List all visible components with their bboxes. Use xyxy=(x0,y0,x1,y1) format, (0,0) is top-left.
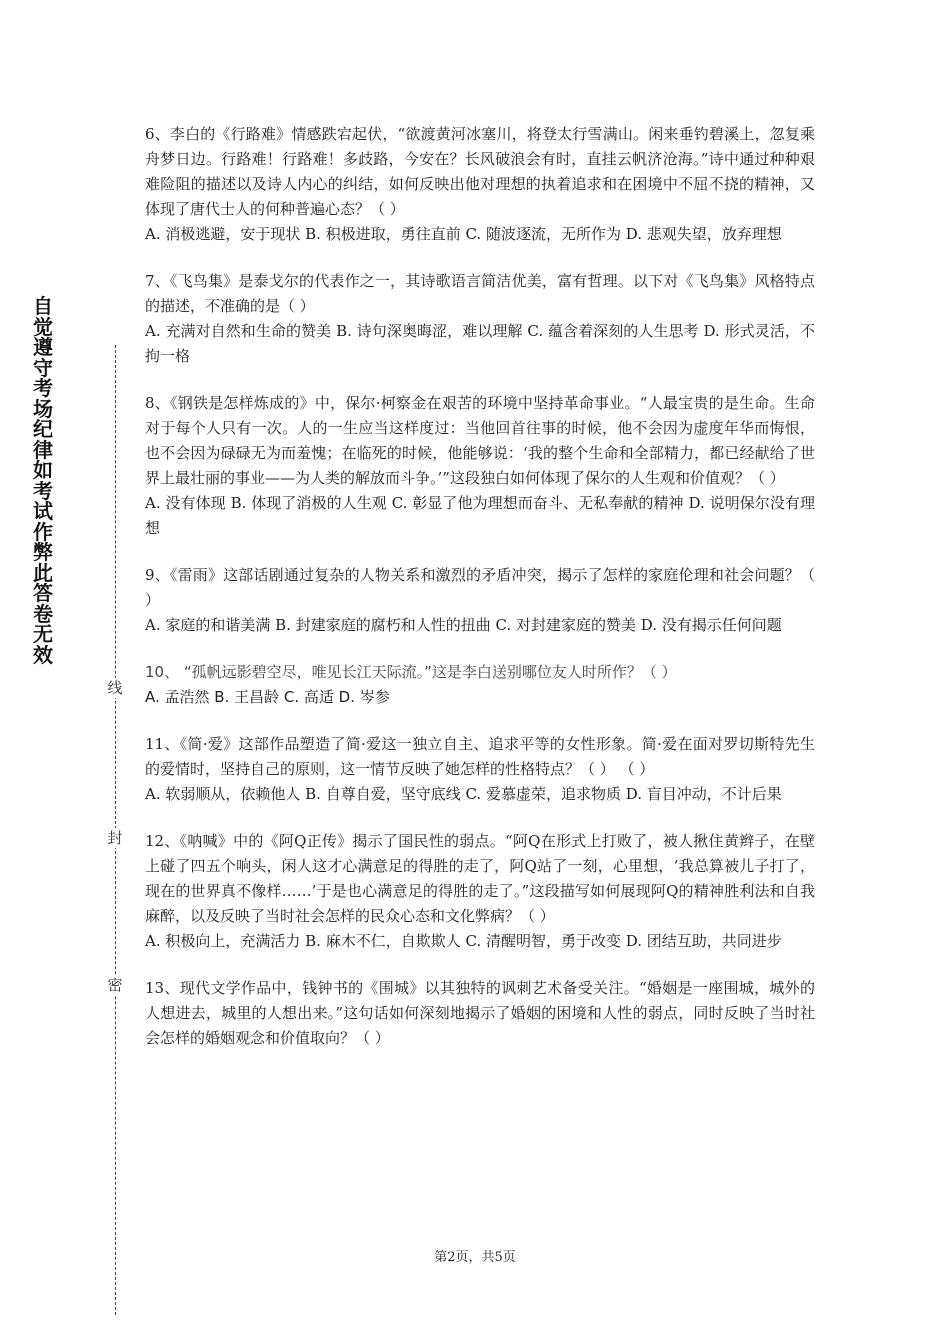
page-number-footer: 第2页，共5页 xyxy=(434,1250,516,1265)
question-7 xyxy=(145,269,815,369)
question-options: A. 充满对自然和生命的赞美 B. 诗句深奥晦涩，难以理解 C. 蕴含着深刻的人生思考 D. 形式灵活，不拘一格 xyxy=(145,322,815,365)
question-stem: 11、《简·爱》这部作品塑造了简·爱这一独立自主、追求平等的女性形象。简·爱在面对罗切斯特先生的爱情时，坚持自己的原则，这一情节反映了她怎样的性格特点？（ ） （ ） xyxy=(145,735,815,778)
question-12 xyxy=(145,829,815,954)
question-9 xyxy=(145,563,815,638)
binding-mark-line: 线 xyxy=(105,678,125,698)
binding-warning-title: 自觉遵守考场纪律如考试作弊此答卷无效 xyxy=(33,294,53,667)
question-stem: 7、《飞鸟集》是泰戈尔的代表作之一，其诗歌语言简洁优美，富有哲理。以下对《飞鸟集》风格特点的描述，不准确的是（ ） xyxy=(145,272,815,315)
question-13 xyxy=(145,976,815,1051)
question-options: A. 消极逃避，安于现状 B. 积极进取，勇往直前 C. 随波逐流，无所作为 D. 悲观失望，放弃理想 xyxy=(145,225,782,243)
question-options: A. 软弱顺从，依赖他人 B. 自尊自爱，坚守底线 C. 爱慕虚荣，追求物质 D. 盲目冲动，不计后果 xyxy=(145,785,782,803)
question-options: A. 积极向上，充满活力 B. 麻木不仁，自欺欺人 C. 清醒明智，勇于改变 D. 团结互助，共同进步 xyxy=(145,932,782,950)
question-options: A. 没有体现 B. 体现了消极的人生观 C. 彰显了他为理想而奋斗、无私奉献的精神 D. 说明保尔没有理想 xyxy=(145,494,815,537)
question-8 xyxy=(145,391,815,541)
binding-mark-secret: 密 xyxy=(105,975,125,995)
question-11 xyxy=(145,732,815,807)
question-stem: 6、李白的《行路难》情感跌宕起伏，“欲渡黄河冰塞川，将登太行雪满山。闲来垂钓碧溪上，忽复乘舟梦日边。行路难！行路难！多歧路，今安在？长风破浪会有时，直挂云帆济沧海。”诗中通过种种艰难险阻的描述以及诗人内心的纠结，如何反映出他对理想的执着追求和在困境中不屈不挠的精神，又体现了唐代士人的何种普遍心态？（ ） xyxy=(145,125,815,218)
binding-mark-seal: 封 xyxy=(105,828,125,848)
question-stem: 9、《雷雨》这部话剧通过复杂的人物关系和激烈的矛盾冲突，揭示了怎样的家庭伦理和社会问题？（ ） xyxy=(145,566,815,609)
question-options: A. 家庭的和谐美满 B. 封建家庭的腐朽和人性的扭曲 C. 对封建家庭的赞美 D. 没有揭示任何问题 xyxy=(145,616,782,634)
question-stem: 10、 “孤帆远影碧空尽，唯见长江天际流。”这是李白送别哪位友人时所作？（ ） xyxy=(145,663,677,681)
question-stem: 8、《钢铁是怎样炼成的》中，保尔·柯察金在艰苦的环境中坚持革命事业。“人最宝贵的是生命。生命对于每个人只有一次。人的一生应当这样度过：当他回首往事的时候，他不会因为虚度年华而悔恨，也不会因为碌碌无为而羞愧；在临死的时候，他能够说：‘我的整个生命和全部精力，都已经献给了世界上最壮丽的事业——为人类的解放而斗争。’”这段独白如何体现了保尔的人生观和价值观？（ ） xyxy=(145,394,815,487)
question-options: A. 孟浩然 B. 王昌龄 C. 高适 D. 岑参 xyxy=(145,688,390,706)
question-6 xyxy=(145,122,815,247)
question-list xyxy=(145,122,815,1073)
question-stem: 12、《呐喊》中的《阿Q正传》揭示了国民性的弱点。“阿Q在形式上打败了，被人揪住黄辫子，在壁上碰了四五个响头，闲人这才心满意足的得胜的走了，阿Q站了一刻，心里想，‘我总算被儿子打了，现在的世界真不像样……’于是也心满意足的得胜的走了。”这段描写如何展现阿Q的精神胜利法和自我麻醉，以及反映了当时社会怎样的民众心态和文化弊病？（ ） xyxy=(145,832,815,925)
question-stem: 13、现代文学作品中，钱钟书的《围城》以其独特的讽刺艺术备受关注。“婚姻是一座围城，城外的人想进去，城里的人想出来。”这句话如何深刻地揭示了婚姻的困境和人性的弱点，同时反映了当时社会怎样的婚姻观念和价值取向？（ ） xyxy=(145,979,815,1047)
question-10 xyxy=(145,660,815,710)
